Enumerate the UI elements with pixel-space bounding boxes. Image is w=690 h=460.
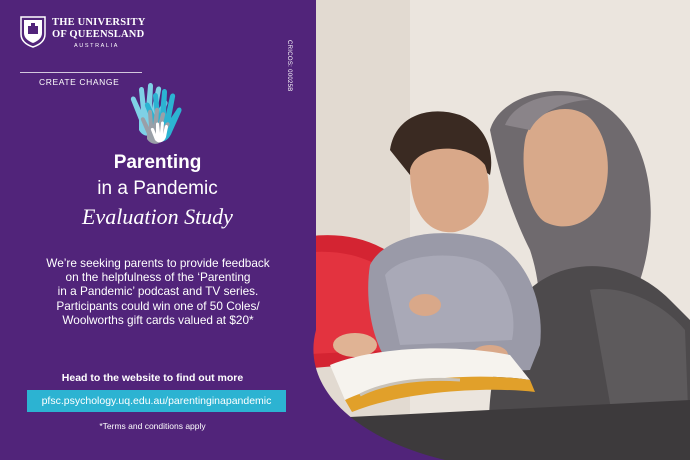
university-country: AUSTRALIA — [74, 43, 119, 49]
description — [12, 256, 304, 327]
description-line: Woolworths gift cards valued at $20* — [62, 312, 254, 327]
title-line-2: in a Pandemic — [97, 178, 218, 199]
website-link[interactable]: pfsc.psychology.uq.edu.au/parentinginapandemic — [27, 390, 286, 412]
hands-icon — [125, 82, 187, 146]
university-name — [52, 17, 146, 41]
description-line: We’re seeking parents to provide feedback — [46, 256, 270, 270]
university-tagline: CREATE CHANGE — [39, 77, 120, 87]
logo-divider — [20, 72, 142, 73]
cricos-code: CRICOS: 00025B — [286, 40, 292, 92]
description-line: Participants could win one of 50 Coles/ — [56, 298, 260, 313]
uq-crest-icon — [20, 16, 46, 48]
title-line-1: Parenting — [113, 152, 202, 173]
call-to-action: Head to the website to find out more — [61, 372, 244, 384]
terms-note: *Terms and conditions apply — [99, 421, 206, 431]
title-line-3: Evaluation Study — [82, 204, 233, 229]
description-line: on the helpfulness of the ‘Parenting — [65, 270, 251, 285]
description-line: in a Pandemic’ podcast and TV series. — [57, 284, 259, 299]
university-name-line2: OF QUEENSLAND — [52, 29, 145, 40]
university-name-line1: THE UNIVERSITY — [52, 17, 146, 28]
